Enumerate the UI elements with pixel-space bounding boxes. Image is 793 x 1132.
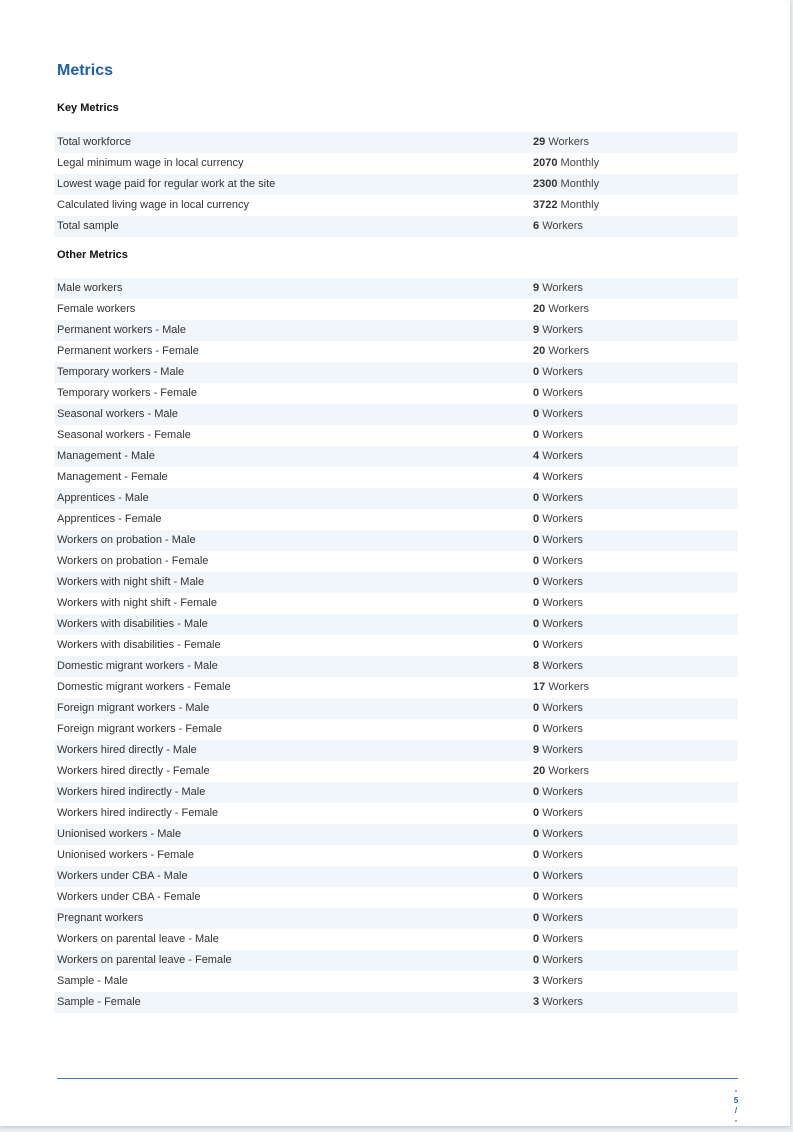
footer-divider bbox=[57, 1078, 738, 1079]
metric-number: 0 bbox=[533, 891, 540, 903]
metric-number: 20 bbox=[533, 345, 546, 357]
metric-number: 0 bbox=[533, 555, 540, 567]
metric-row bbox=[54, 782, 738, 803]
metric-number: 0 bbox=[533, 870, 540, 882]
metric-label: Foreign migrant workers - Male bbox=[57, 702, 210, 714]
metric-value bbox=[533, 551, 583, 572]
metric-label: Apprentices - Male bbox=[57, 492, 149, 504]
metric-label: Female workers bbox=[57, 303, 136, 315]
metric-row bbox=[54, 509, 738, 530]
metric-number: 29 bbox=[533, 136, 546, 148]
metric-value bbox=[533, 677, 589, 698]
metric-unit: Workers bbox=[548, 303, 590, 315]
metric-label: Workers hired directly - Female bbox=[57, 765, 210, 777]
metric-number: 3722 bbox=[533, 199, 558, 211]
metric-row bbox=[54, 195, 738, 216]
metric-unit: Workers bbox=[542, 912, 583, 924]
metric-unit: Workers bbox=[542, 597, 583, 609]
metric-label: Workers with disabilities - Male bbox=[57, 618, 208, 630]
metric-unit: Workers bbox=[542, 471, 583, 483]
metric-label: Domestic migrant workers - Male bbox=[57, 660, 218, 672]
metric-number: 0 bbox=[533, 639, 540, 651]
metric-row bbox=[54, 425, 738, 446]
metric-row bbox=[54, 320, 738, 341]
metric-label: Workers on probation - Male bbox=[57, 534, 196, 546]
metric-label: Workers hired indirectly - Female bbox=[57, 807, 219, 819]
metric-number: 6 bbox=[533, 220, 540, 232]
metric-row bbox=[54, 341, 738, 362]
metric-label: Seasonal workers - Male bbox=[57, 408, 179, 420]
metric-label: Total workforce bbox=[57, 136, 131, 148]
metric-value bbox=[533, 572, 583, 593]
metric-number: 4 bbox=[533, 471, 540, 483]
metric-row bbox=[54, 614, 738, 635]
metric-unit: Workers bbox=[542, 849, 583, 861]
metric-number: 0 bbox=[533, 849, 540, 861]
metric-value bbox=[533, 216, 583, 237]
metric-unit: Workers bbox=[548, 136, 590, 148]
metric-row bbox=[54, 635, 738, 656]
page-number: - 5 / - bbox=[733, 1086, 739, 1125]
metric-label: Workers with night shift - Male bbox=[57, 576, 205, 588]
metric-row bbox=[54, 845, 738, 866]
metric-unit: Workers bbox=[542, 555, 583, 567]
metric-unit: Workers bbox=[542, 639, 583, 651]
metric-number: 9 bbox=[533, 744, 540, 756]
metric-number: 20 bbox=[533, 303, 546, 315]
metric-label: Temporary workers - Female bbox=[57, 387, 197, 399]
metric-number: 0 bbox=[533, 618, 540, 630]
metric-number: 2300 bbox=[533, 178, 558, 190]
metric-unit: Workers bbox=[542, 429, 583, 441]
metric-row bbox=[54, 446, 738, 467]
metric-label: Permanent workers - Male bbox=[57, 324, 186, 336]
metric-label: Workers with disabilities - Female bbox=[57, 639, 221, 651]
metric-number: 0 bbox=[533, 366, 540, 378]
metric-row bbox=[54, 488, 738, 509]
metric-row bbox=[54, 551, 738, 572]
key-metrics-heading: Key Metrics bbox=[57, 102, 119, 114]
metric-number: 3 bbox=[533, 975, 540, 987]
metric-number: 0 bbox=[533, 408, 540, 420]
metric-row bbox=[54, 866, 738, 887]
metric-number: 0 bbox=[533, 954, 540, 966]
metric-label: Calculated living wage in local currency bbox=[57, 199, 249, 211]
metric-row bbox=[54, 404, 738, 425]
metric-unit: Workers bbox=[542, 282, 583, 294]
metric-unit: Workers bbox=[542, 996, 583, 1008]
metric-value bbox=[533, 719, 583, 740]
metric-unit: Monthly bbox=[560, 199, 600, 211]
metric-label: Temporary workers - Male bbox=[57, 366, 185, 378]
metric-row bbox=[54, 593, 738, 614]
metric-row bbox=[54, 572, 738, 593]
metric-row bbox=[54, 887, 738, 908]
metric-number: 0 bbox=[533, 702, 540, 714]
metric-number: 9 bbox=[533, 282, 540, 294]
metric-value bbox=[533, 195, 599, 216]
metric-unit: Workers bbox=[542, 576, 583, 588]
metric-value bbox=[533, 509, 583, 530]
metric-number: 9 bbox=[533, 324, 540, 336]
metric-row bbox=[54, 467, 738, 488]
metric-label: Workers with night shift - Female bbox=[57, 597, 217, 609]
metric-label: Sample - Male bbox=[57, 975, 128, 987]
metric-value bbox=[533, 782, 583, 803]
metric-unit: Workers bbox=[542, 513, 583, 525]
metric-number: 0 bbox=[533, 807, 540, 819]
metric-value bbox=[533, 383, 583, 404]
metric-unit: Workers bbox=[542, 366, 583, 378]
metric-unit: Workers bbox=[548, 681, 590, 693]
other-metrics-heading: Other Metrics bbox=[57, 249, 128, 261]
metric-value bbox=[533, 341, 589, 362]
metric-label: Workers hired indirectly - Male bbox=[57, 786, 206, 798]
metric-value bbox=[533, 278, 583, 299]
metric-label: Management - Male bbox=[57, 450, 155, 462]
metric-row bbox=[54, 929, 738, 950]
metric-value bbox=[533, 761, 589, 782]
metric-value bbox=[533, 530, 583, 551]
metric-label: Unionised workers - Male bbox=[57, 828, 182, 840]
metric-number: 3 bbox=[533, 996, 540, 1008]
metric-label: Domestic migrant workers - Female bbox=[57, 681, 231, 693]
metric-row bbox=[54, 362, 738, 383]
metric-row bbox=[54, 216, 738, 237]
metric-unit: Workers bbox=[542, 387, 583, 399]
metric-unit: Monthly bbox=[560, 178, 600, 190]
metric-value bbox=[533, 593, 583, 614]
metric-unit: Workers bbox=[542, 933, 583, 945]
metric-label: Permanent workers - Female bbox=[57, 345, 199, 357]
metric-row bbox=[54, 908, 738, 929]
metric-value bbox=[533, 446, 583, 467]
metric-number: 0 bbox=[533, 933, 540, 945]
metric-value bbox=[533, 971, 583, 992]
metric-row bbox=[54, 153, 738, 174]
metric-label: Workers under CBA - Male bbox=[57, 870, 188, 882]
metric-value bbox=[533, 950, 583, 971]
metric-number: 17 bbox=[533, 681, 546, 693]
metric-unit: Workers bbox=[542, 534, 583, 546]
other-metrics-table bbox=[54, 278, 738, 1013]
key-metrics-table bbox=[54, 132, 738, 237]
metric-value bbox=[533, 866, 583, 887]
metric-value bbox=[533, 656, 583, 677]
metric-label: Lowest wage paid for regular work at the site bbox=[57, 178, 276, 190]
metric-unit: Workers bbox=[542, 660, 583, 672]
metric-number: 2070 bbox=[533, 157, 558, 169]
metric-unit: Workers bbox=[542, 618, 583, 630]
metric-value bbox=[533, 635, 583, 656]
metric-unit: Workers bbox=[542, 744, 583, 756]
metric-number: 0 bbox=[533, 576, 540, 588]
metric-row bbox=[54, 740, 738, 761]
page-title: Metrics bbox=[57, 62, 114, 79]
metric-value bbox=[533, 803, 583, 824]
metric-row bbox=[54, 383, 738, 404]
metric-label: Pregnant workers bbox=[57, 912, 144, 924]
metric-number: 0 bbox=[533, 429, 540, 441]
metric-row bbox=[54, 278, 738, 299]
metric-unit: Workers bbox=[542, 450, 583, 462]
metric-label: Workers on parental leave - Male bbox=[57, 933, 219, 945]
metric-value bbox=[533, 174, 599, 195]
metric-row bbox=[54, 719, 738, 740]
metric-label: Seasonal workers - Female bbox=[57, 429, 191, 441]
metric-value bbox=[533, 299, 589, 320]
metric-label: Legal minimum wage in local currency bbox=[57, 157, 244, 169]
metric-number: 0 bbox=[533, 912, 540, 924]
metric-value bbox=[533, 740, 583, 761]
metric-value bbox=[533, 887, 583, 908]
metric-value bbox=[533, 153, 599, 174]
metric-value bbox=[533, 992, 583, 1013]
metric-label: Total sample bbox=[57, 220, 119, 232]
metric-unit: Workers bbox=[542, 324, 583, 336]
metric-value bbox=[533, 467, 583, 488]
metric-unit: Workers bbox=[542, 723, 583, 735]
metric-unit: Monthly bbox=[560, 157, 600, 169]
metric-label: Apprentices - Female bbox=[57, 513, 162, 525]
metric-row bbox=[54, 698, 738, 719]
metric-value bbox=[533, 362, 583, 383]
metric-label: Workers hired directly - Male bbox=[57, 744, 197, 756]
metric-unit: Workers bbox=[542, 954, 583, 966]
metric-number: 0 bbox=[533, 387, 540, 399]
metric-unit: Workers bbox=[542, 870, 583, 882]
metric-label: Foreign migrant workers - Female bbox=[57, 723, 223, 735]
metric-row bbox=[54, 132, 738, 153]
metric-unit: Workers bbox=[548, 765, 590, 777]
metric-unit: Workers bbox=[542, 891, 583, 903]
metric-unit: Workers bbox=[542, 975, 583, 987]
metric-unit: Workers bbox=[542, 807, 583, 819]
metric-row bbox=[54, 530, 738, 551]
metric-value bbox=[533, 929, 583, 950]
metric-value bbox=[533, 824, 583, 845]
metric-number: 0 bbox=[533, 534, 540, 546]
metric-value bbox=[533, 845, 583, 866]
metric-value bbox=[533, 404, 583, 425]
metric-row bbox=[54, 761, 738, 782]
metric-number: 0 bbox=[533, 597, 540, 609]
metric-label: Sample - Female bbox=[57, 996, 141, 1008]
metric-value bbox=[533, 132, 589, 153]
metric-number: 0 bbox=[533, 513, 540, 525]
metric-row bbox=[54, 299, 738, 320]
metric-row bbox=[54, 950, 738, 971]
metric-value bbox=[533, 425, 583, 446]
metric-label: Workers under CBA - Female bbox=[57, 891, 201, 903]
metric-number: 20 bbox=[533, 765, 546, 777]
metric-unit: Workers bbox=[542, 408, 583, 420]
metric-label: Unionised workers - Female bbox=[57, 849, 194, 861]
metric-value bbox=[533, 320, 583, 341]
metric-row bbox=[54, 677, 738, 698]
metric-number: 0 bbox=[533, 723, 540, 735]
metric-row bbox=[54, 656, 738, 677]
metric-number: 0 bbox=[533, 492, 540, 504]
metric-value bbox=[533, 614, 583, 635]
metric-number: 4 bbox=[533, 450, 540, 462]
metric-value bbox=[533, 698, 583, 719]
metric-number: 0 bbox=[533, 828, 540, 840]
metric-row bbox=[54, 824, 738, 845]
metric-unit: Workers bbox=[542, 702, 583, 714]
metric-row bbox=[54, 971, 738, 992]
metric-unit: Workers bbox=[542, 786, 583, 798]
metric-label: Male workers bbox=[57, 282, 123, 294]
metric-unit: Workers bbox=[548, 345, 590, 357]
metric-label: Workers on parental leave - Female bbox=[57, 954, 232, 966]
metric-unit: Workers bbox=[542, 492, 583, 504]
metric-number: 8 bbox=[533, 660, 540, 672]
metric-row bbox=[54, 174, 738, 195]
metric-value bbox=[533, 908, 583, 929]
metric-label: Management - Female bbox=[57, 471, 168, 483]
metric-unit: Workers bbox=[542, 220, 583, 232]
metric-row bbox=[54, 992, 738, 1013]
metric-label: Workers on probation - Female bbox=[57, 555, 209, 567]
metric-unit: Workers bbox=[542, 828, 583, 840]
metric-value bbox=[533, 488, 583, 509]
metric-row bbox=[54, 803, 738, 824]
metric-number: 0 bbox=[533, 786, 540, 798]
